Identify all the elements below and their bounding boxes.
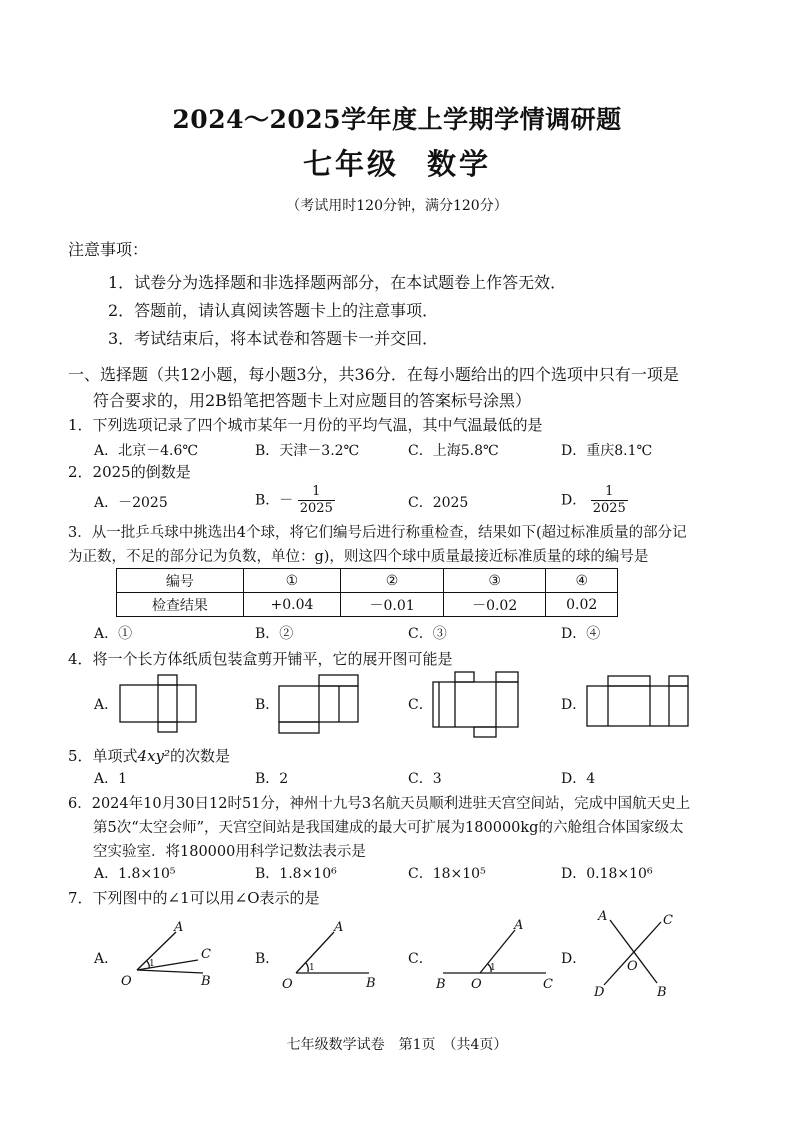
q6-option-b: B．1.8×10⁶ [255, 866, 337, 882]
q4-stem: 4．将一个长方体纸质包装盒剪开铺平，它的展开图可能是 [68, 650, 453, 668]
q2-stem: 2．2025的倒数是 [68, 463, 191, 481]
q6-stem-line2: 第5次“太空会师”，天宫空间站是我国建成的最大可扩展为180000kg的六舱组合体国家级太 [93, 820, 684, 836]
q2-option-b-label: B．－ [255, 492, 294, 509]
q7d-point-o: O [627, 959, 638, 974]
q7a-angle-1: 1 [149, 959, 155, 969]
q7c-point-a: A [514, 918, 524, 933]
q4-label-a: A． [94, 697, 119, 713]
notice-item-1: 1．试卷分为选择题和非选择题两部分，在本试题卷上作答无效． [108, 273, 567, 292]
fraction-denominator: 2025 [592, 501, 626, 516]
q6-option-d: D．0.18×10⁶ [561, 866, 653, 882]
fraction-denominator: 2025 [299, 501, 333, 516]
table-cell: 编号 [117, 569, 244, 593]
fraction-numerator: 1 [591, 484, 628, 501]
table-cell: 0.02 [546, 593, 618, 617]
q7-label-b: B． [255, 951, 280, 967]
q7c-angle-1: 1 [490, 963, 496, 973]
q5-stem-post: 的次数是 [170, 747, 231, 765]
table-cell: 检查结果 [117, 593, 244, 617]
q6-option-c: C．18×10⁵ [408, 866, 486, 882]
q7b-point-b: B [366, 976, 376, 991]
table-cell: －0.01 [341, 593, 444, 617]
q7d-point-b: B [657, 985, 667, 1000]
q7-label-a: A． [94, 951, 119, 967]
q3-stem-line2: 为正数，不足的部分记为负数，单位：g)，则这四个球中质量最接近标准质量的球的编号是 [68, 549, 649, 565]
q7a-point-o: O [121, 974, 132, 989]
q7a-point-b: B [201, 974, 211, 989]
table-cell: ② [341, 569, 444, 593]
q2-option-d-label: D． [561, 492, 587, 509]
q7d-point-d: D [594, 985, 605, 1000]
q1-stem: 1．下列选项记录了四个城市某年一月份的平均气温，其中气温最低的是 [68, 416, 543, 434]
q5-option-d: D．4 [561, 771, 596, 787]
q3-stem-line1: 3．从一批乒乓球中挑选出4个球，将它们编号后进行称重检查，结果如下(超过标准质量的部分记 [68, 525, 687, 541]
q6-option-a: A．1.8×10⁵ [94, 866, 176, 882]
q3-option-c: C．③ [408, 626, 447, 642]
q2-option-a: A．－2025 [94, 495, 168, 511]
q3-option-d: D．④ [561, 626, 601, 642]
q7d-point-c: C [663, 913, 673, 928]
q1-option-a: A．北京－4.6℃ [94, 443, 199, 459]
table-cell: ④ [546, 569, 618, 593]
q7-label-d: D． [561, 951, 587, 967]
notice-item-3: 3．考试结束后，将本试卷和答题卡一并交回． [108, 329, 439, 348]
q7c-point-c: C [543, 977, 553, 992]
notice-heading: 注意事项： [68, 240, 149, 259]
table-cell: ③ [443, 569, 546, 593]
section-heading-line2: 符合要求的，用2B铅笔把答题卡上对应题目的答案标号涂黑） [93, 391, 531, 410]
q5-stem-pre: 5．单项式 [68, 747, 138, 765]
table-cell: +0.04 [243, 593, 341, 617]
q7b-angle-1: 1 [309, 963, 315, 973]
q7a-point-c: C [201, 947, 211, 962]
q6-stem-line1: 6．2024年10月30日12时51分，神州十九号3名航天员顺利进驻天宫空间站，完成中国航天史上 [68, 796, 691, 812]
q5-option-c: C．3 [408, 771, 442, 787]
q1-option-d: D．重庆8.1℃ [561, 443, 653, 459]
page-footer: 七年级数学试卷 第1页 （共4页） [286, 1037, 508, 1053]
q7a-point-a: A [174, 920, 184, 935]
q7b-point-o: O [282, 977, 293, 992]
q7c-point-b: B [436, 977, 446, 992]
q4-label-b: B． [255, 697, 280, 713]
q7-stem: 7．下列图中的∠1可以用∠O表示的是 [68, 889, 320, 907]
exam-title: 2024～2025学年度上学期学情调研题 [172, 105, 622, 134]
q1-option-c: C．上海5.8℃ [408, 443, 499, 459]
q5-expression: 4xy² [137, 747, 171, 765]
q7b-point-a: A [334, 920, 344, 935]
q5-option-a: A．1 [94, 771, 128, 787]
table-cell: ① [243, 569, 341, 593]
q4-label-d: D． [561, 697, 587, 713]
q3-option-b: B．② [255, 626, 294, 642]
subject: 数学 [427, 147, 492, 181]
section-heading-line1: 一、选择题（共12小题，每小题3分，共36分．在每小题给出的四个选项中只有一项是 [68, 365, 679, 384]
fraction-numerator: 1 [298, 484, 335, 501]
grade: 七年级 [302, 147, 399, 181]
q1-option-b: B．天津－3.2℃ [255, 443, 360, 459]
q3-option-a: A．① [94, 626, 133, 642]
table-cell: －0.02 [443, 593, 546, 617]
q6-stem-line3: 空实验室．将180000用科学记数法表示是 [93, 844, 366, 860]
q7d-point-a: A [598, 909, 608, 924]
notice-item-2: 2．答题前，请认真阅读答题卡上的注意事项． [108, 301, 439, 320]
q4-label-c: C． [408, 697, 433, 713]
q7c-point-o: O [471, 977, 482, 992]
q7-label-c: C． [408, 951, 433, 967]
exam-subtitle: （考试用时120分钟，满分120分） [286, 198, 508, 214]
q5-option-b: B．2 [255, 771, 289, 787]
q2-option-c: C．2025 [408, 495, 469, 511]
